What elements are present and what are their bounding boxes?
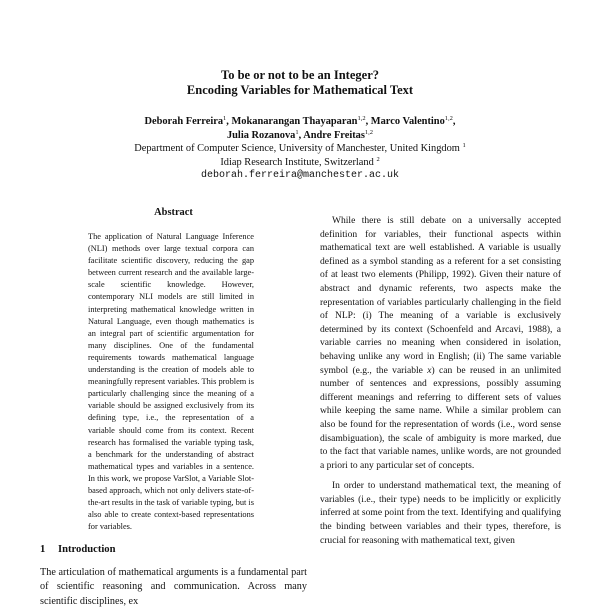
affiliation-text: Idiap Research Institute, Switzerland xyxy=(220,156,374,168)
right-column xyxy=(320,214,561,547)
right-paragraph-2: In order to understand mathematical text, the meaning of variables (i.e., their type) needs to be implicitly or explicitly inferred at some point from the text. Identifying and qualifying the binding between variables and their types, therefore, is crucial for reasoning with mathematical text, given xyxy=(320,480,561,546)
paragraph-text: While there is still debate on a universally accepted definition for variables, their functional aspects within mathematical text are well established. A variable is usually defined as a symbol standing as a referent for a set consisting of at least two elements (Philipp, 1992). Given their nature of abstract and dynamic referents, two aspects make the representation of variables particularly challenging in the field of NLP: (i) The meaning of a variable is exclusively determined by its context (Schoenfeld and Arcavi, 1988), a variable carries no meaning when considered in isolation, behaving unlike any word in English; (ii) The same variable symbol (e.g., the variable xyxy=(320,215,561,376)
author-email[interactable]: deborah.ferreira@manchester.ac.uk xyxy=(200,170,400,181)
author-list xyxy=(0,115,600,142)
affiliation-1 xyxy=(0,142,600,156)
introduction-paragraph: The articulation of mathematical arguments is a fundamental part of scientific reasoning and communication. Across many scientific disciplines, ex xyxy=(40,567,307,607)
author-affiliation-mark: 1,2 xyxy=(444,115,453,122)
title-line-1: To be or not to be an Integer? xyxy=(221,68,379,82)
author-name: Marco Valentino xyxy=(370,116,445,127)
paper-header xyxy=(0,68,600,183)
paragraph-text: ) can be reused in an unlimited number of sentences and expressions, possibly assuming different meanings and referring to different sets of values while keeping the same name. While a similar problem can also be found for the representation of words (i.e., word sense disambiguation), the scale of ambiguity is more marked, due to the fact that variable names, unlike words, are not grounded a priori to any particular set of concepts. xyxy=(320,364,561,471)
author-affiliation-mark: 1,2 xyxy=(357,115,366,122)
affiliation-number: 1 xyxy=(462,142,466,149)
title-line-2: Encoding Variables for Mathematical Text xyxy=(186,83,414,97)
abstract-heading: Abstract xyxy=(154,207,193,218)
author-affiliation-mark: 1 xyxy=(223,115,227,122)
right-paragraph-1 xyxy=(320,214,561,472)
author-affiliation-mark: 1,2 xyxy=(364,128,374,136)
affiliation-2 xyxy=(0,156,600,170)
author-affiliation-mark: 1 xyxy=(295,128,299,136)
author-name: Andre Freitas xyxy=(303,129,365,141)
affiliation-text: Department of Computer Science, University of Manchester, United Kingdom xyxy=(134,143,460,154)
author-line-2: Julia Rozanova$^1$, Andre Freitas$^{1,2}$ xyxy=(226,128,374,141)
section-number: 1 xyxy=(40,544,46,555)
author-name: Deborah Ferreira xyxy=(144,116,224,127)
section-heading-introduction xyxy=(40,544,116,555)
author-line-1: Deborah Ferreira$^1$, Mokanarangan Thayaparan$^{1,2}$, Marco Valentino$^{1,2}$, xyxy=(144,115,456,127)
affiliation-number: 2 xyxy=(376,155,380,163)
abstract-text: The application of Natural Language Inference (NLI) methods over large textual corpora can facilitate scientific discovery, reducing the gap between current research and the available large-scale scientific knowledge. However, contemporary NLI models are still limited in interpreting mathematical knowledge written in Natural Language, even though mathematics is an integral part of scientific argumentation for many disciplines. One of the fundamental requirements towards mathematical language understanding is the creation of models able to meaningfully represent variables. This problem is particularly challenging since the meaning of a variable should be assigned exclusively from its defining type, i.e., the representation of a variable should come from its context. Recent research has formalised the variable typing task, a benchmark for the understanding of abstract mathematical types and variables in a sentence. In this work, we propose VarSlot, a Variable Slot-based approach, which not only delivers state-of-the-art results in the task of variable typing, but is also able to create context-based representations for variables. xyxy=(88,232,254,532)
math-variable: x xyxy=(427,364,432,376)
author-name: Mokanarangan Thayaparan xyxy=(231,116,358,127)
section-title: Introduction xyxy=(58,544,116,555)
paper-title xyxy=(0,68,600,98)
author-name: Julia Rozanova xyxy=(226,129,296,141)
